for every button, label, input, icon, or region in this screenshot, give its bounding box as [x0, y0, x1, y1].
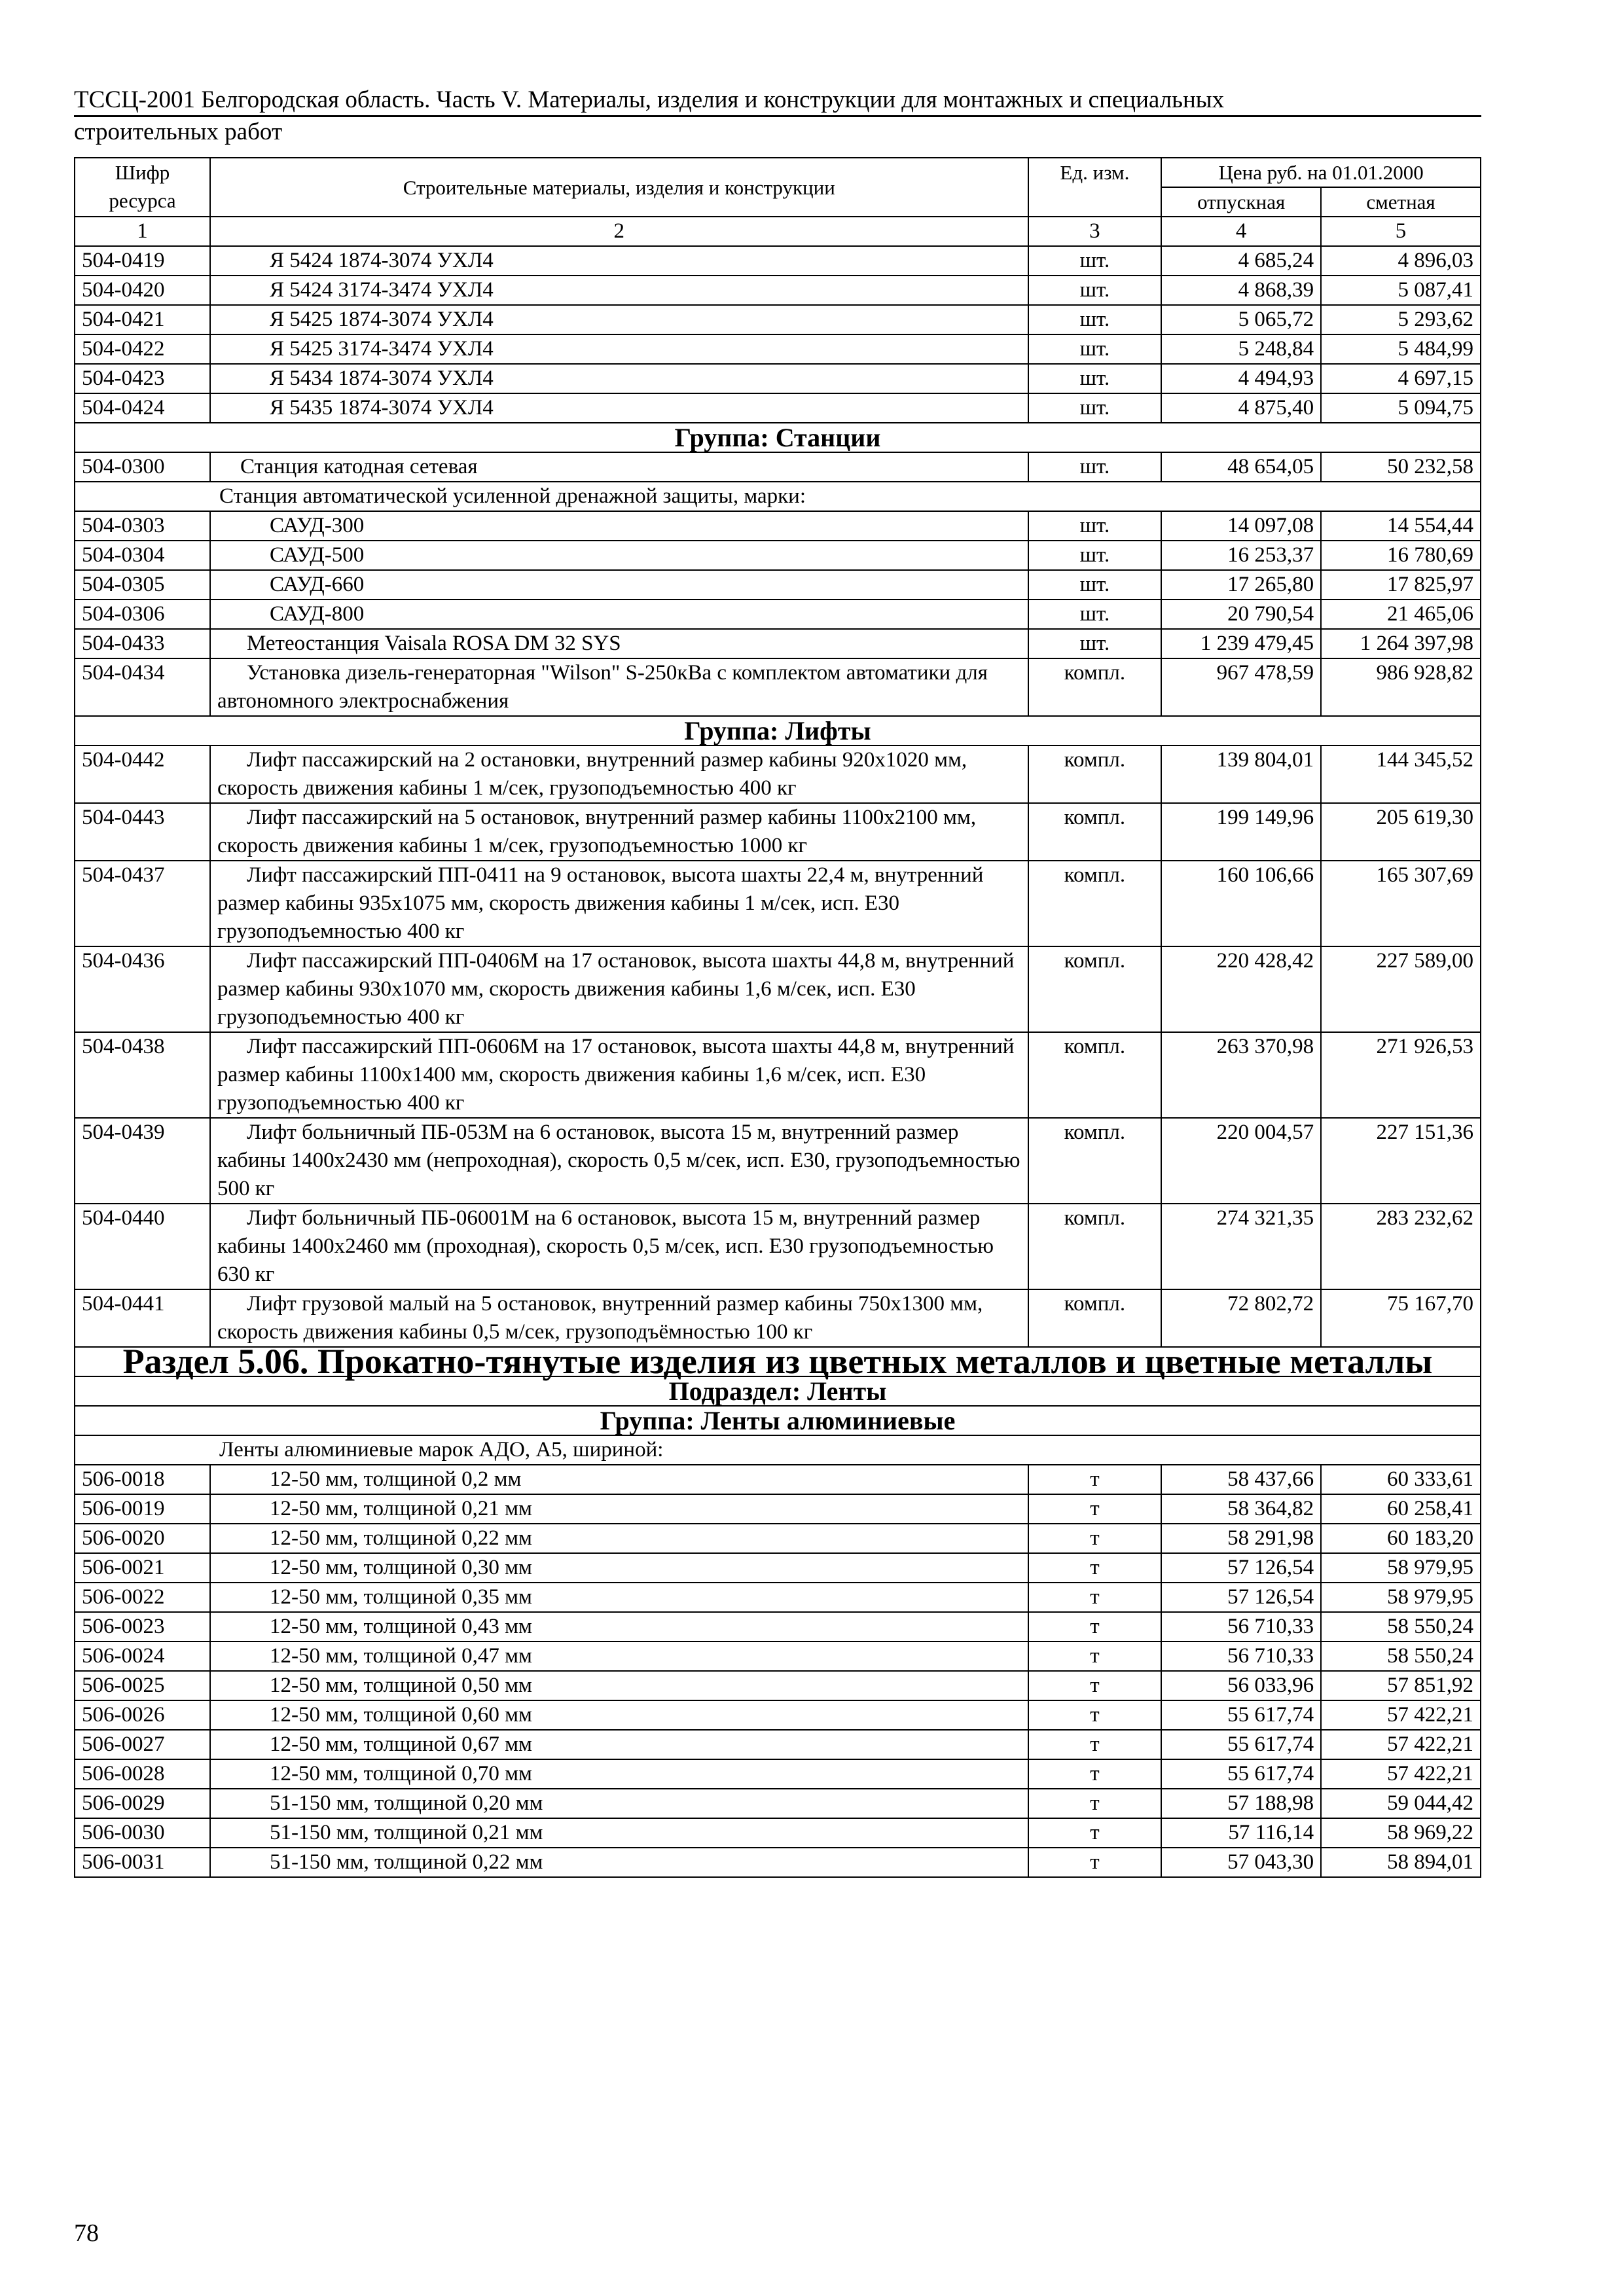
unit: т: [1028, 1848, 1162, 1877]
estimate-price: 283 232,62: [1321, 1204, 1481, 1289]
group-heading-stations-text: Группа: Станции: [75, 423, 1481, 452]
release-price: 1 239 479,45: [1161, 629, 1321, 658]
price-table: [74, 157, 1481, 1878]
item-name: Лифт пассажирский на 5 остановок, внутренний размер кабины 1100х2100 мм, скорость движения кабины 1 м/сек, грузоподъемностью 1000 кг: [210, 803, 1028, 861]
estimate-price: 57 422,21: [1321, 1700, 1481, 1730]
header-line-1: ТССЦ-2001 Белгородская область. Часть V. Материалы, изделия и конструкции для монтажных и специальных: [74, 85, 1481, 117]
col-header-price: Цена руб. на 01.01.2000: [1161, 158, 1481, 187]
release-price: 48 654,05: [1161, 452, 1321, 482]
subsection-heading-text: Подраздел: Ленты: [75, 1376, 1481, 1406]
estimate-price: 57 851,92: [1321, 1671, 1481, 1700]
unit: компл.: [1028, 1289, 1162, 1347]
estimate-price: 271 926,53: [1321, 1032, 1481, 1118]
release-price: 57 188,98: [1161, 1789, 1321, 1818]
estimate-price: 59 044,42: [1321, 1789, 1481, 1818]
table-row: [75, 364, 1481, 393]
item-name: Лифт пассажирский на 2 остановки, внутренний размер кабины 920х1020 мм, скорость движения кабины 1 м/сек, грузоподъемностью 400 кг: [210, 745, 1028, 803]
unit: компл.: [1028, 658, 1162, 716]
item-name: 12-50 мм, толщиной 0,70 мм: [210, 1759, 1028, 1789]
estimate-price: 1 264 397,98: [1321, 629, 1481, 658]
estimate-price: 58 979,95: [1321, 1553, 1481, 1583]
subheading-stations-text: Станция автоматической усиленной дренажной защиты, марки:: [75, 482, 1481, 511]
unit: шт.: [1028, 276, 1162, 305]
unit: шт.: [1028, 600, 1162, 629]
release-price: 14 097,08: [1161, 511, 1321, 541]
resource-code: 506-0028: [75, 1759, 210, 1789]
column-number-row: [75, 217, 1481, 246]
col-header-unit: Ед. изм.: [1028, 158, 1162, 217]
page-number: 78: [74, 2219, 99, 2247]
col-header-estimate: сметная: [1321, 187, 1481, 217]
table-row: [75, 1553, 1481, 1583]
unit: шт.: [1028, 629, 1162, 658]
unit: шт.: [1028, 570, 1162, 600]
item-name: 12-50 мм, толщиной 0,22 мм: [210, 1524, 1028, 1553]
resource-code: 504-0424: [75, 393, 210, 423]
table-row: [75, 246, 1481, 276]
unit: шт.: [1028, 541, 1162, 570]
unit: компл.: [1028, 745, 1162, 803]
estimate-price: 4 697,15: [1321, 364, 1481, 393]
table-row: [75, 541, 1481, 570]
estimate-price: 227 151,36: [1321, 1118, 1481, 1204]
resource-code: 504-0419: [75, 246, 210, 276]
release-price: 20 790,54: [1161, 600, 1321, 629]
estimate-price: 5 087,41: [1321, 276, 1481, 305]
group-heading-lifts-text: Группа: Лифты: [75, 716, 1481, 745]
item-name: 12-50 мм, толщиной 0,67 мм: [210, 1730, 1028, 1759]
table-row: [75, 1671, 1481, 1700]
table-row: [75, 452, 1481, 482]
table-row: [75, 658, 1481, 716]
estimate-price: 58 550,24: [1321, 1612, 1481, 1641]
item-name: 12-50 мм, толщиной 0,35 мм: [210, 1583, 1028, 1612]
item-name: 12-50 мм, толщиной 0,30 мм: [210, 1553, 1028, 1583]
estimate-price: 58 969,22: [1321, 1818, 1481, 1848]
release-price: 220 428,42: [1161, 946, 1321, 1032]
item-name: Я 5425 1874-3074 УХЛ4: [210, 305, 1028, 334]
release-price: 57 043,30: [1161, 1848, 1321, 1877]
table-row: [75, 1759, 1481, 1789]
item-name: 12-50 мм, толщиной 0,50 мм: [210, 1671, 1028, 1700]
group-heading-stations: [75, 423, 1481, 452]
release-price: 4 875,40: [1161, 393, 1321, 423]
table-row: [75, 803, 1481, 861]
resource-code: 504-0441: [75, 1289, 210, 1347]
unit: т: [1028, 1641, 1162, 1671]
resource-code: 504-0422: [75, 334, 210, 364]
item-name: 51-150 мм, толщиной 0,20 мм: [210, 1789, 1028, 1818]
col-num-1: 1: [75, 217, 210, 246]
item-name: САУД-800: [210, 600, 1028, 629]
estimate-price: 58 550,24: [1321, 1641, 1481, 1671]
release-price: 55 617,74: [1161, 1730, 1321, 1759]
release-price: 17 265,80: [1161, 570, 1321, 600]
unit: т: [1028, 1671, 1162, 1700]
item-name: Я 5425 3174-3474 УХЛ4: [210, 334, 1028, 364]
subheading-tapes-text: Ленты алюминиевые марок АДО, А5, шириной:: [75, 1435, 1481, 1465]
release-price: 58 437,66: [1161, 1465, 1321, 1494]
item-name: Установка дизель-генераторная "Wilson" S-250кВа с комплектом автоматики для автономного электроснабжения: [210, 658, 1028, 716]
table-row: [75, 1641, 1481, 1671]
table-row: [75, 1612, 1481, 1641]
col-header-name: Строительные материалы, изделия и конструкции: [210, 158, 1028, 217]
release-price: 199 149,96: [1161, 803, 1321, 861]
item-name: Лифт больничный ПБ-053М на 6 остановок, высота 15 м, внутренний размер кабины 1400х2430 мм (непроходная), скорость 0,5 м/сек, исп. Е30, грузоподъемностью 500 кг: [210, 1118, 1028, 1204]
table-row: [75, 1465, 1481, 1494]
item-name: Лифт пассажирский ПП-0411 на 9 остановок, высота шахты 22,4 м, внутренний размер кабины 935х1075 мм, скорость движения кабины 1 м/сек, исп. Е30 грузоподъемностью 400 кг: [210, 861, 1028, 946]
resource-code: 504-0436: [75, 946, 210, 1032]
unit: компл.: [1028, 803, 1162, 861]
unit: компл.: [1028, 1118, 1162, 1204]
resource-code: 504-0439: [75, 1118, 210, 1204]
unit: шт.: [1028, 452, 1162, 482]
release-price: 4 868,39: [1161, 276, 1321, 305]
col-num-3: 3: [1028, 217, 1162, 246]
resource-code: 504-0303: [75, 511, 210, 541]
group-heading-tapes: [75, 1406, 1481, 1435]
col-header-code: Шифр ресурса: [75, 158, 210, 217]
table-row: [75, 745, 1481, 803]
resource-code: 506-0029: [75, 1789, 210, 1818]
unit: шт.: [1028, 334, 1162, 364]
item-name: САУД-660: [210, 570, 1028, 600]
resource-code: 506-0031: [75, 1848, 210, 1877]
resource-code: 506-0024: [75, 1641, 210, 1671]
table-row: [75, 1848, 1481, 1877]
estimate-price: 57 422,21: [1321, 1759, 1481, 1789]
resource-code: 504-0420: [75, 276, 210, 305]
estimate-price: 144 345,52: [1321, 745, 1481, 803]
item-name: 51-150 мм, толщиной 0,21 мм: [210, 1818, 1028, 1848]
release-price: 5 248,84: [1161, 334, 1321, 364]
release-price: 967 478,59: [1161, 658, 1321, 716]
unit: компл.: [1028, 861, 1162, 946]
release-price: 274 321,35: [1161, 1204, 1321, 1289]
release-price: 57 126,54: [1161, 1553, 1321, 1583]
table-row: [75, 334, 1481, 364]
release-price: 56 710,33: [1161, 1612, 1321, 1641]
release-price: 139 804,01: [1161, 745, 1321, 803]
unit: т: [1028, 1730, 1162, 1759]
estimate-price: 16 780,69: [1321, 541, 1481, 570]
unit: т: [1028, 1818, 1162, 1848]
resource-code: 506-0022: [75, 1583, 210, 1612]
estimate-price: 165 307,69: [1321, 861, 1481, 946]
resource-code: 504-0443: [75, 803, 210, 861]
release-price: 56 710,33: [1161, 1641, 1321, 1671]
resource-code: 504-0437: [75, 861, 210, 946]
resource-code: 504-0306: [75, 600, 210, 629]
release-price: 4 494,93: [1161, 364, 1321, 393]
release-price: 55 617,74: [1161, 1700, 1321, 1730]
release-price: 220 004,57: [1161, 1118, 1321, 1204]
table-row: [75, 1730, 1481, 1759]
resource-code: 504-0442: [75, 745, 210, 803]
table-row: [75, 629, 1481, 658]
resource-code: 504-0433: [75, 629, 210, 658]
table-row: [75, 1204, 1481, 1289]
estimate-price: 21 465,06: [1321, 600, 1481, 629]
estimate-price: 227 589,00: [1321, 946, 1481, 1032]
unit: компл.: [1028, 1204, 1162, 1289]
unit: шт.: [1028, 246, 1162, 276]
resource-code: 506-0030: [75, 1818, 210, 1848]
unit: шт.: [1028, 393, 1162, 423]
estimate-price: 986 928,82: [1321, 658, 1481, 716]
resource-code: 504-0304: [75, 541, 210, 570]
estimate-price: 205 619,30: [1321, 803, 1481, 861]
resource-code: 506-0026: [75, 1700, 210, 1730]
col-num-4: 4: [1161, 217, 1321, 246]
table-row: [75, 1289, 1481, 1347]
item-name: САУД-500: [210, 541, 1028, 570]
resource-code: 504-0440: [75, 1204, 210, 1289]
item-name: 51-150 мм, толщиной 0,22 мм: [210, 1848, 1028, 1877]
estimate-price: 60 183,20: [1321, 1524, 1481, 1553]
unit: т: [1028, 1553, 1162, 1583]
item-name: Я 5424 3174-3474 УХЛ4: [210, 276, 1028, 305]
table-row: [75, 861, 1481, 946]
col-num-2: 2: [210, 217, 1028, 246]
item-name: Я 5434 1874-3074 УХЛ4: [210, 364, 1028, 393]
table-row: [75, 393, 1481, 423]
resource-code: 504-0300: [75, 452, 210, 482]
unit: компл.: [1028, 1032, 1162, 1118]
estimate-price: 58 979,95: [1321, 1583, 1481, 1612]
table-row: [75, 1818, 1481, 1848]
item-name: Метеостанция Vaisala ROSA DM 32 SYS: [210, 629, 1028, 658]
resource-code: 506-0020: [75, 1524, 210, 1553]
resource-code: 506-0027: [75, 1730, 210, 1759]
estimate-price: 17 825,97: [1321, 570, 1481, 600]
resource-code: 506-0025: [75, 1671, 210, 1700]
table-row: [75, 276, 1481, 305]
resource-code: 504-0421: [75, 305, 210, 334]
item-name: 12-50 мм, толщиной 0,47 мм: [210, 1641, 1028, 1671]
col-num-5: 5: [1321, 217, 1481, 246]
table-row: [75, 305, 1481, 334]
estimate-price: 58 894,01: [1321, 1848, 1481, 1877]
unit: т: [1028, 1583, 1162, 1612]
unit: т: [1028, 1700, 1162, 1730]
release-price: 72 802,72: [1161, 1289, 1321, 1347]
item-name: 12-50 мм, толщиной 0,2 мм: [210, 1465, 1028, 1494]
page-header: [74, 85, 1481, 147]
release-price: 160 106,66: [1161, 861, 1321, 946]
item-name: Станция катодная сетевая: [210, 452, 1028, 482]
estimate-price: 5 484,99: [1321, 334, 1481, 364]
estimate-price: 60 258,41: [1321, 1494, 1481, 1524]
release-price: 58 291,98: [1161, 1524, 1321, 1553]
resource-code: 506-0021: [75, 1553, 210, 1583]
table-row: [75, 1789, 1481, 1818]
estimate-price: 4 896,03: [1321, 246, 1481, 276]
unit: т: [1028, 1789, 1162, 1818]
table-row: [75, 946, 1481, 1032]
table-row: [75, 570, 1481, 600]
release-price: 56 033,96: [1161, 1671, 1321, 1700]
release-price: 55 617,74: [1161, 1759, 1321, 1789]
table-row: [75, 1494, 1481, 1524]
unit: т: [1028, 1759, 1162, 1789]
resource-code: 504-0305: [75, 570, 210, 600]
item-name: САУД-300: [210, 511, 1028, 541]
section-heading-text: Раздел 5.06. Прокатно-тянутые изделия из цветных металлов и цветные металлы: [75, 1347, 1481, 1376]
item-name: Я 5424 1874-3074 УХЛ4: [210, 246, 1028, 276]
unit: шт.: [1028, 364, 1162, 393]
estimate-price: 5 094,75: [1321, 393, 1481, 423]
release-price: 57 126,54: [1161, 1583, 1321, 1612]
unit: т: [1028, 1494, 1162, 1524]
unit: шт.: [1028, 305, 1162, 334]
table-row: [75, 1583, 1481, 1612]
unit: т: [1028, 1524, 1162, 1553]
table-header-row: [75, 158, 1481, 187]
resource-code: 506-0019: [75, 1494, 210, 1524]
unit: т: [1028, 1465, 1162, 1494]
release-price: 5 065,72: [1161, 305, 1321, 334]
release-price: 16 253,37: [1161, 541, 1321, 570]
section-heading: [75, 1347, 1481, 1376]
table-row: [75, 1524, 1481, 1553]
item-name: Я 5435 1874-3074 УХЛ4: [210, 393, 1028, 423]
item-name: 12-50 мм, толщиной 0,21 мм: [210, 1494, 1028, 1524]
group-heading-tapes-text: Группа: Ленты алюминиевые: [75, 1406, 1481, 1435]
item-name: Лифт пассажирский ПП-0606М на 17 остановок, высота шахты 44,8 м, внутренний размер кабины 1100х1400 мм, скорость движения кабины 1,6 м/сек, исп. Е30 грузоподъемностью 400 кг: [210, 1032, 1028, 1118]
item-name: 12-50 мм, толщиной 0,60 мм: [210, 1700, 1028, 1730]
estimate-price: 75 167,70: [1321, 1289, 1481, 1347]
table-row: [75, 1700, 1481, 1730]
header-line-2: строительных работ: [74, 118, 283, 145]
table-row: [75, 600, 1481, 629]
item-name: Лифт пассажирский ПП-0406М на 17 остановок, высота шахты 44,8 м, внутренний размер кабины 930х1070 мм, скорость движения кабины 1,6 м/сек, исп. Е30 грузоподъемностью 400 кг: [210, 946, 1028, 1032]
release-price: 4 685,24: [1161, 246, 1321, 276]
item-name: 12-50 мм, толщиной 0,43 мм: [210, 1612, 1028, 1641]
item-name: Лифт грузовой малый на 5 остановок, внутренний размер кабины 750х1300 мм, скорость движения кабины 0,5 м/сек, грузоподъёмностью 100 кг: [210, 1289, 1028, 1347]
unit: шт.: [1028, 511, 1162, 541]
resource-code: 504-0423: [75, 364, 210, 393]
estimate-price: 5 293,62: [1321, 305, 1481, 334]
release-price: 57 116,14: [1161, 1818, 1321, 1848]
table-row: [75, 1118, 1481, 1204]
subheading-stations: [75, 482, 1481, 511]
table-row: [75, 1032, 1481, 1118]
group-heading-lifts: [75, 716, 1481, 745]
estimate-price: 14 554,44: [1321, 511, 1481, 541]
item-name: Лифт больничный ПБ-06001М на 6 остановок, высота 15 м, внутренний размер кабины 1400х2460 мм (проходная), скорость 0,5 м/сек, исп. Е30 грузоподъемностью 630 кг: [210, 1204, 1028, 1289]
estimate-price: 57 422,21: [1321, 1730, 1481, 1759]
unit: т: [1028, 1612, 1162, 1641]
estimate-price: 50 232,58: [1321, 452, 1481, 482]
table-row: [75, 511, 1481, 541]
col-header-release: отпускная: [1161, 187, 1321, 217]
release-price: 263 370,98: [1161, 1032, 1321, 1118]
estimate-price: 60 333,61: [1321, 1465, 1481, 1494]
release-price: 58 364,82: [1161, 1494, 1321, 1524]
resource-code: 506-0018: [75, 1465, 210, 1494]
resource-code: 504-0438: [75, 1032, 210, 1118]
subheading-tapes: [75, 1435, 1481, 1465]
resource-code: 506-0023: [75, 1612, 210, 1641]
unit: компл.: [1028, 946, 1162, 1032]
resource-code: 504-0434: [75, 658, 210, 716]
